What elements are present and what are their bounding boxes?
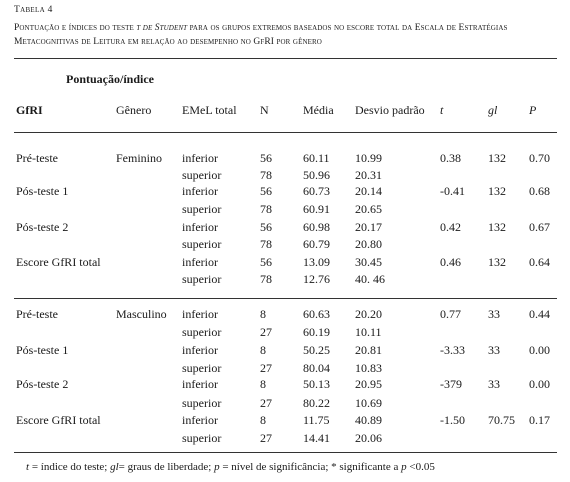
cell-media: 11.75	[303, 413, 330, 427]
cell-media: 60.19	[303, 325, 330, 339]
cell-emel: superior	[182, 325, 222, 339]
cell-desvio: 30.45	[355, 255, 382, 269]
cell-emel: inferior	[182, 307, 218, 321]
cell-gfri: Pré-teste	[16, 151, 58, 165]
cell-emel: superior	[182, 202, 222, 216]
cell-n: 56	[260, 151, 272, 165]
footnote	[26, 461, 435, 473]
cell-p: 0.00	[529, 343, 550, 357]
cell-emel: inferior	[182, 377, 218, 391]
cell-desvio: 20.14	[355, 184, 382, 198]
cell-desvio: 10.69	[355, 396, 382, 410]
cell-desvio: 40. 46	[355, 272, 385, 286]
cell-media: 60.63	[303, 307, 330, 321]
cell-n: 78	[260, 202, 272, 216]
cell-n: 56	[260, 220, 272, 234]
cell-n: 56	[260, 255, 272, 269]
cell-gl: 132	[488, 151, 506, 165]
cell-n: 8	[260, 413, 266, 427]
cell-t: -379	[440, 377, 462, 391]
caption-line1-post: para os grupos extremos baseados no escore total da Escala de Estratégias	[187, 23, 508, 33]
cell-gl: 132	[488, 255, 506, 269]
header-rule	[14, 132, 557, 133]
cell-emel: superior	[182, 168, 222, 182]
cell-media: 50.96	[303, 168, 330, 182]
cell-n: 8	[260, 377, 266, 391]
cell-emel: superior	[182, 431, 222, 445]
cell-emel: inferior	[182, 343, 218, 357]
cell-desvio: 20.80	[355, 237, 382, 251]
cell-emel: inferior	[182, 255, 218, 269]
cell-media: 80.22	[303, 396, 330, 410]
header-genero: Gênero	[116, 103, 152, 117]
cell-desvio: 20.20	[355, 307, 382, 321]
cell-emel: superior	[182, 361, 222, 375]
header-media: Média	[303, 103, 334, 117]
header-gl: gl	[488, 103, 498, 117]
cell-media: 60.98	[303, 220, 330, 234]
cell-media: 50.13	[303, 377, 330, 391]
cell-media: 50.25	[303, 343, 330, 357]
cell-desvio: 10.83	[355, 361, 382, 375]
cell-desvio: 20.65	[355, 202, 382, 216]
header-emel: EMeL total	[182, 103, 237, 117]
cell-media: 12.76	[303, 272, 330, 286]
cell-media: 60.73	[303, 184, 330, 198]
cell-gl: 33	[488, 307, 500, 321]
caption-line1-pre: Pontuação e índices do teste	[14, 23, 137, 33]
header-gfri: GfRI	[16, 103, 43, 117]
cell-p: 0.68	[529, 184, 550, 198]
cell-n: 78	[260, 168, 272, 182]
table-caption	[14, 22, 507, 35]
footnote-t-text: = índice do teste;	[29, 461, 111, 473]
cell-gfri: Pós-teste 1	[16, 343, 69, 357]
cell-media: 60.11	[303, 151, 330, 165]
cell-desvio: 20.17	[355, 220, 382, 234]
cell-t: 0.77	[440, 307, 461, 321]
cell-genero: Feminino	[116, 151, 163, 165]
cell-gfri: Pós-teste 1	[16, 184, 69, 198]
cell-n: 56	[260, 184, 272, 198]
cell-desvio: 20.95	[355, 377, 382, 391]
top-rule	[14, 58, 557, 59]
cell-n: 8	[260, 343, 266, 357]
cell-desvio: 20.81	[355, 343, 382, 357]
cell-n: 78	[260, 272, 272, 286]
cell-emel: superior	[182, 396, 222, 410]
cell-gl: 33	[488, 377, 500, 391]
caption-line1-italic: t de Student	[136, 23, 188, 33]
cell-emel: inferior	[182, 184, 218, 198]
cell-p: 0.70	[529, 151, 550, 165]
cell-genero: Masculino	[116, 307, 167, 321]
cell-emel: superior	[182, 272, 222, 286]
group-divider-rule	[14, 298, 557, 299]
cell-emel: inferior	[182, 151, 218, 165]
cell-desvio: 10.99	[355, 151, 382, 165]
cell-gl: 33	[488, 343, 500, 357]
bottom-rule	[14, 452, 557, 453]
cell-p: 0.64	[529, 255, 550, 269]
cell-t: 0.38	[440, 151, 461, 165]
cell-emel: inferior	[182, 220, 218, 234]
cell-t: -1.50	[440, 413, 465, 427]
cell-n: 78	[260, 237, 272, 251]
cell-emel: inferior	[182, 413, 218, 427]
cell-desvio: 40.89	[355, 413, 382, 427]
cell-p: 0.67	[529, 220, 550, 234]
cell-t: 0.46	[440, 255, 461, 269]
footnote-gl-symbol: gl	[110, 461, 119, 473]
cell-gl: 70.75	[488, 413, 515, 427]
cell-media: 13.09	[303, 255, 330, 269]
table-caption-label: Tabela 4	[14, 5, 53, 15]
cell-n: 27	[260, 325, 272, 339]
cell-p: 0.44	[529, 307, 550, 321]
cell-gfri: Escore GfRI total	[16, 255, 101, 269]
cell-gfri: Escore GfRI total	[16, 413, 101, 427]
cell-gfri: Pré-teste	[16, 307, 58, 321]
footnote-p2-symbol: p	[401, 461, 407, 473]
cell-t: -3.33	[440, 343, 465, 357]
header-p: P	[529, 103, 537, 117]
cell-n: 27	[260, 396, 272, 410]
footnote-t-symbol: t	[26, 461, 30, 473]
super-header: Pontuação/índice	[66, 72, 155, 86]
cell-media: 60.91	[303, 202, 330, 216]
table-caption-line2: Metacognitivas de Leitura em relação ao desempenho no GfRI por gênero	[14, 37, 322, 47]
footnote-p-text: = nível de significância; * significante a	[219, 461, 402, 473]
header-t: t	[440, 103, 444, 117]
cell-emel: superior	[182, 237, 222, 251]
cell-p: 0.00	[529, 377, 550, 391]
cell-media: 80.04	[303, 361, 330, 375]
cell-desvio: 10.11	[355, 325, 382, 339]
cell-n: 27	[260, 431, 272, 445]
cell-media: 14.41	[303, 431, 330, 445]
cell-desvio: 20.31	[355, 168, 382, 182]
cell-p: 0.17	[529, 413, 550, 427]
footnote-gl-text: = graus de liberdade;	[118, 461, 215, 473]
cell-gfri: Pós-teste 2	[16, 220, 69, 234]
header-n: N	[260, 103, 269, 117]
cell-gfri: Pós-teste 2	[16, 377, 69, 391]
cell-media: 60.79	[303, 237, 330, 251]
cell-n: 27	[260, 361, 272, 375]
cell-t: -0.41	[440, 184, 465, 198]
cell-t: 0.42	[440, 220, 461, 234]
cell-gl: 132	[488, 184, 506, 198]
header-desvio: Desvio padrão	[355, 103, 425, 117]
cell-gl: 132	[488, 220, 506, 234]
footnote-p-symbol: p	[214, 461, 220, 473]
cell-n: 8	[260, 307, 266, 321]
cell-desvio: 20.06	[355, 431, 382, 445]
footnote-p2-text: <0.05	[406, 461, 435, 473]
